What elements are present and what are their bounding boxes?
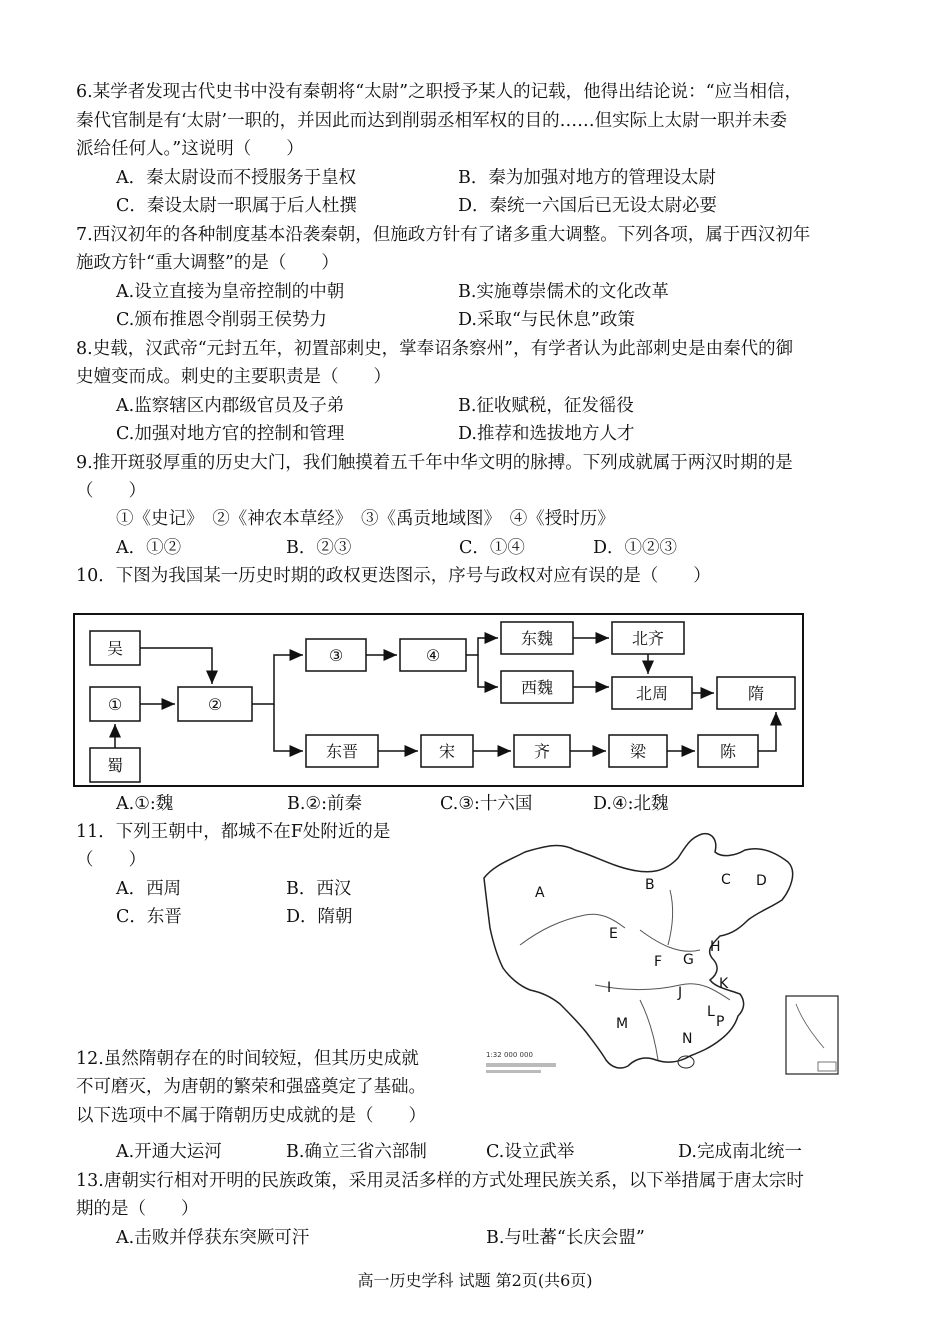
q10-option-a[interactable]: A.①:魏 bbox=[116, 794, 174, 814]
map-label-m: M bbox=[616, 1016, 629, 1032]
map-label-l: L bbox=[707, 1004, 715, 1020]
q10-option-c[interactable]: C.③:十六国 bbox=[440, 794, 533, 814]
map-label-j: J bbox=[678, 985, 683, 1001]
q6-option-a[interactable]: A．秦太尉设而不授服务于皇权 bbox=[116, 168, 357, 188]
label-dongjin: 东晋 bbox=[325, 742, 359, 761]
q6-option-d[interactable]: D．秦统一六国后已无设太尉必要 bbox=[458, 196, 718, 216]
map-label-d: D bbox=[756, 873, 767, 889]
label-beiqi: 北齐 bbox=[631, 629, 665, 648]
q13-option-a[interactable]: A.击败并俘获东突厥可汗 bbox=[116, 1228, 310, 1248]
q12-stem-line3: 以下选项中不属于隋朝历史成就的是（ ） bbox=[76, 1106, 426, 1126]
q7-option-b[interactable]: B.实施尊崇儒术的文化改革 bbox=[458, 282, 669, 302]
label-2: ② bbox=[207, 695, 223, 714]
province-border bbox=[595, 984, 730, 1000]
label-wu: 吴 bbox=[106, 639, 124, 658]
map-label-n: N bbox=[682, 1031, 693, 1047]
map-label-f: F bbox=[654, 954, 663, 970]
inset-coastline bbox=[796, 1004, 824, 1048]
map-label-b: B bbox=[645, 877, 655, 893]
q13-stem-line2: 期的是（ ） bbox=[76, 1199, 199, 1219]
q12-option-c[interactable]: C.设立武举 bbox=[486, 1142, 575, 1162]
label-sui: 隋 bbox=[747, 684, 765, 703]
q11-stem-line2: （ ） bbox=[76, 850, 146, 870]
q9-option-d[interactable]: D．①②③ bbox=[593, 538, 678, 558]
page-footer: 高一历史学科 试题 第2页(共6页) bbox=[357, 1271, 593, 1290]
q8-option-c[interactable]: C.加强对地方官的控制和管理 bbox=[116, 424, 345, 444]
map-note bbox=[486, 1070, 541, 1073]
q11-option-c[interactable]: C．东晋 bbox=[116, 907, 182, 927]
q8-option-a[interactable]: A.监察辖区内郡级官员及子弟 bbox=[116, 396, 345, 416]
map-note bbox=[486, 1063, 556, 1067]
q11-option-d[interactable]: D．隋朝 bbox=[286, 907, 353, 927]
q13-option-b[interactable]: B.与吐蕃“长庆会盟” bbox=[486, 1228, 645, 1248]
q6-stem-line3: 派给任何人。”这说明（ ） bbox=[76, 139, 304, 159]
map-label-k: K bbox=[719, 976, 729, 992]
q8-option-b[interactable]: B.征收赋税，征发徭役 bbox=[458, 396, 634, 416]
q8-stem-line2: 史嬗变而成。刺史的主要职责是（ ） bbox=[76, 367, 391, 387]
label-beizhou: 北周 bbox=[635, 684, 669, 703]
map-label-e: E bbox=[609, 926, 618, 942]
map-scale: 1:32 000 000 bbox=[486, 1051, 533, 1059]
q10-option-b[interactable]: B.②:前秦 bbox=[287, 794, 363, 814]
q12-stem-line1: 12.虽然隋朝存在的时间较短，但其历史成就 bbox=[76, 1049, 419, 1069]
q9-option-c[interactable]: C．①④ bbox=[459, 538, 525, 558]
label-song: 宋 bbox=[438, 742, 456, 761]
q7-stem-line1: 7.西汉初年的各种制度基本沿袭秦朝，但施政方针有了诸多重大调整。下列各项，属于西汉初年 bbox=[76, 225, 811, 245]
q9-option-a[interactable]: A．①② bbox=[116, 538, 182, 558]
q11-option-a[interactable]: A．西周 bbox=[116, 879, 182, 899]
q6-option-c[interactable]: C．秦设太尉一职属于后人杜撰 bbox=[116, 196, 357, 216]
q7-option-c[interactable]: C.颁布推恩令削弱王侯势力 bbox=[116, 310, 327, 330]
q7-option-a[interactable]: A.设立直接为皇帝控制的中朝 bbox=[116, 282, 345, 302]
q10-option-d[interactable]: D.④:北魏 bbox=[593, 794, 669, 814]
label-qi: 齐 bbox=[533, 742, 551, 761]
map-label-h: H bbox=[710, 939, 721, 955]
q10-stem: 10．下图为我国某一历史时期的政权更迭图示，序号与政权对应有误的是（ ） bbox=[76, 566, 711, 586]
q8-option-d[interactable]: D.推荐和选拔地方人才 bbox=[458, 424, 635, 444]
inset-label-box bbox=[818, 1062, 836, 1071]
map-label-a: A bbox=[535, 885, 545, 901]
q12-stem-line2: 不可磨灭，为唐朝的繁荣和强盛奠定了基础。 bbox=[76, 1077, 426, 1097]
label-xiwei: 西魏 bbox=[520, 678, 554, 697]
china-outline bbox=[484, 834, 793, 1068]
map-label-i: I bbox=[607, 980, 612, 996]
map-label-c: C bbox=[721, 872, 731, 888]
q11-option-b[interactable]: B．西汉 bbox=[286, 879, 352, 899]
map-label-g: G bbox=[683, 952, 694, 968]
label-liang: 梁 bbox=[629, 742, 647, 761]
label-chen: 陈 bbox=[719, 742, 737, 761]
q9-items: ①《史记》 ②《神农本草经》 ③《禹贡地域图》 ④《授时历》 bbox=[116, 509, 615, 529]
q6-stem-line2: 秦代官制是有‘太尉’一职的，并因此而达到削弱丞相军权的目的……但实际上太尉一职并未委 bbox=[76, 111, 788, 131]
province-border bbox=[640, 930, 700, 951]
q13-stem-line1: 13.唐朝实行相对开明的民族政策，采用灵活多样的方式处理民族关系，以下举措属于唐太宗时 bbox=[76, 1171, 804, 1191]
label-4: ④ bbox=[425, 646, 441, 665]
q12-option-d[interactable]: D.完成南北统一 bbox=[678, 1142, 802, 1162]
map-label-p: P bbox=[716, 1014, 725, 1030]
q9-stem-line1: 9.推开斑驳厚重的历史大门，我们触摸着五千年中华文明的脉搏。下列成就属于两汉时期的是 bbox=[76, 453, 793, 473]
q7-option-d[interactable]: D.采取“与民休息”政策 bbox=[458, 310, 635, 330]
q12-option-a[interactable]: A.开通大运河 bbox=[116, 1142, 222, 1162]
q12-option-b[interactable]: B.确立三省六部制 bbox=[286, 1142, 427, 1162]
province-border bbox=[640, 1000, 658, 1060]
label-dongwei: 东魏 bbox=[520, 629, 554, 648]
q11-stem-line1: 11．下列王朝中，都城不在F处附近的是 bbox=[76, 822, 391, 842]
label-3: ③ bbox=[328, 646, 344, 665]
q7-stem-line2: 施政方针“重大调整”的是（ ） bbox=[76, 253, 339, 273]
q6-stem-line1: 6.某学者发现古代史书中没有秦朝将“太尉”之职授予某人的记载，他得出结论说：“应当相信， bbox=[76, 82, 803, 102]
q8-stem-line1: 8.史载，汉武帝“元封五年，初置部刺史，掌奉诏条察州”，有学者认为此部刺史是由秦代的御 bbox=[76, 339, 794, 359]
province-border bbox=[668, 890, 673, 945]
q6-option-b[interactable]: B．秦为加强对地方的管理设太尉 bbox=[458, 168, 716, 188]
label-1: ① bbox=[107, 695, 123, 714]
label-shu: 蜀 bbox=[106, 756, 124, 775]
q9-option-b[interactable]: B．②③ bbox=[286, 538, 352, 558]
q9-stem-line2: （ ） bbox=[76, 481, 146, 501]
